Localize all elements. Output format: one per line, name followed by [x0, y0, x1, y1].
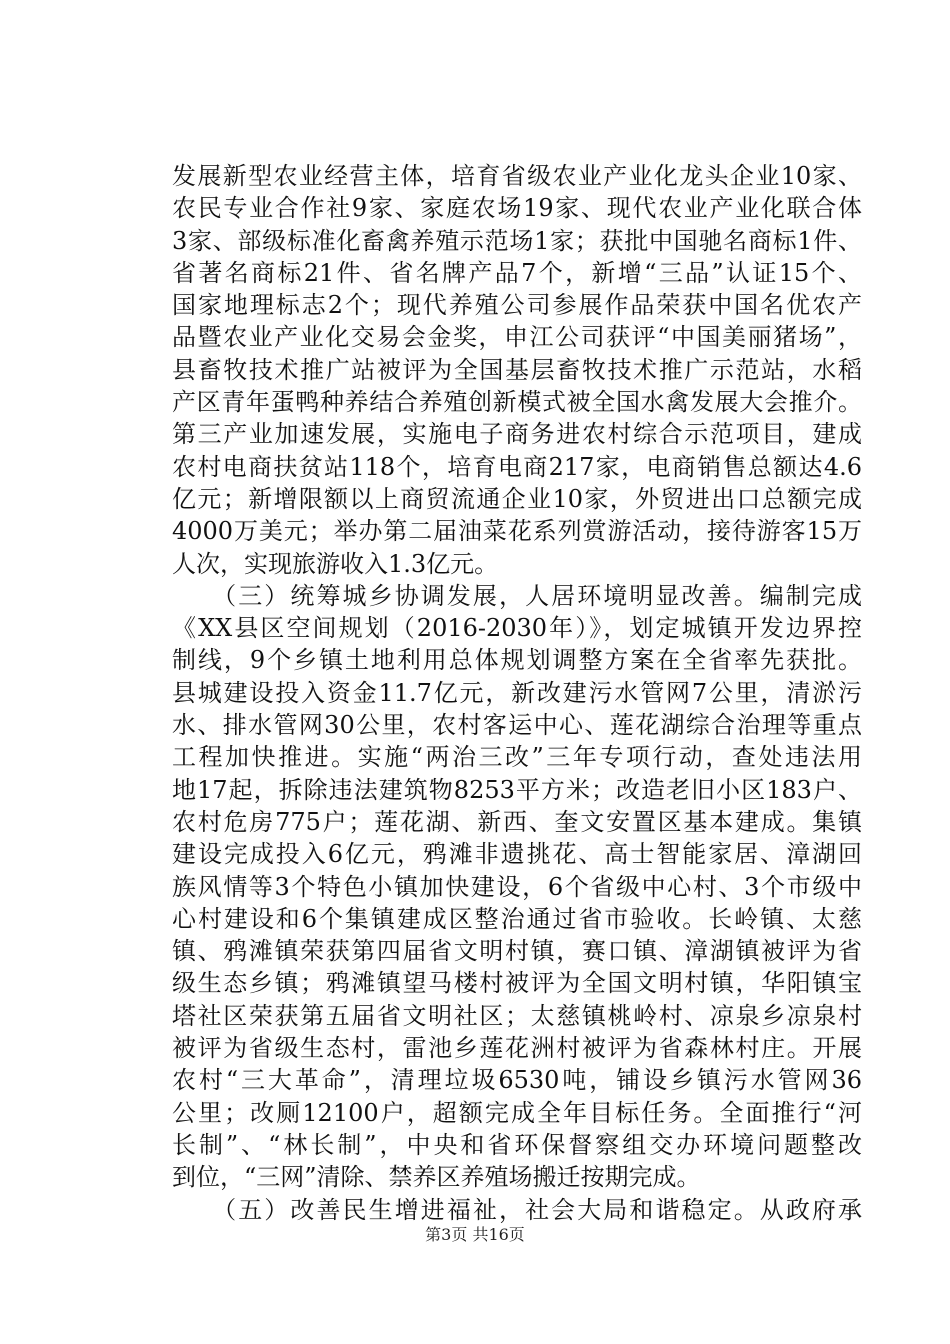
text-line: 农村电商扶贫站118个，培育电商217家，电商销售总额达4.6 — [172, 452, 862, 481]
text-line: 农民专业合作社9家、家庭农场19家、现代农业产业化联合体 — [172, 194, 862, 223]
text-line: 族风情等3个特色小镇加快建设，6个省级中心村、3个市级中 — [172, 872, 862, 901]
text-line: 3家、部级标准化畜禽养殖示范场1家；获批中国驰名商标1件、 — [172, 226, 862, 255]
text-line: 人次，实现旅游收入1.3亿元。 — [172, 549, 499, 578]
page-number-label: 第3页 共16页 — [425, 1225, 525, 1244]
text-line: 制线，9个乡镇土地利用总体规划调整方案在全省率先获批。 — [172, 646, 862, 675]
text-line: 省著名商标21件、省名牌产品7个，新增“三品”认证15个、 — [172, 258, 862, 287]
text-line: 亿元；新增限额以上商贸流通企业10家，外贸进出口总额完成 — [172, 484, 862, 513]
text-line: 塔社区荣获第五届省文明社区；太慈镇桃岭村、凉泉乡凉泉村 — [172, 1001, 862, 1030]
text-line: 长制”、“林长制”，中央和省环保督察组交办环境问题整改 — [172, 1130, 862, 1159]
text-line: 地17起，拆除违法建筑物8253平方米；改造老旧小区183户、 — [172, 775, 862, 804]
text-line: 第三产业加速发展，实施电子商务进农村综合示范项目，建成 — [172, 420, 862, 449]
text-line: 发展新型农业经营主体，培育省级农业产业化龙头企业10家、 — [172, 162, 862, 190]
text-line: 《XX县区空间规划（2016-2030年）》，划定城镇开发边界控 — [172, 614, 862, 643]
text-line: 县城建设投入资金11.7亿元，新改建污水管网7公里，清淤污 — [172, 678, 862, 707]
text-line: 级生态乡镇；鸦滩镇望马楼村被评为全国文明村镇，华阳镇宝 — [172, 969, 862, 998]
text-line: 建设完成投入6亿元，鸦滩非遗挑花、高士智能家居、漳湖回 — [172, 840, 862, 869]
page-footer — [0, 1222, 950, 1245]
text-line: 品暨农业产业化交易会金奖，申江公司获评“中国美丽猪场”， — [172, 323, 862, 352]
text-line: （三）统筹城乡协调发展，人居环境明显改善。编制完成 — [172, 581, 862, 610]
text-line: 水、排水管网30公里，农村客运中心、莲花湖综合治理等重点 — [172, 711, 862, 740]
text-line: （五）改善民生增进福祉，社会大局和谐稳定。从政府承 — [172, 1195, 862, 1224]
document-body — [172, 160, 862, 1226]
text-line: 国家地理标志2个；现代养殖公司参展作品荣获中国名优农产 — [172, 291, 862, 320]
text-line: 4000万美元；举办第二届油菜花系列赏游活动，接待游客15万 — [172, 517, 862, 546]
text-line: 到位，“三网”清除、禁养区养殖场搬迁按期完成。 — [172, 1163, 701, 1192]
text-line: 农村危房775户；莲花湖、新西、奎文安置区基本建成。集镇 — [172, 807, 862, 836]
text-line: 县畜牧技术推广站被评为全国基层畜牧技术推广示范站，水稻 — [172, 355, 862, 384]
text-line: 心村建设和6个集镇建成区整治通过省市验收。长岭镇、太慈 — [172, 904, 862, 933]
text-line: 被评为省级生态村，雷池乡莲花洲村被评为省森林村庄。开展 — [172, 1034, 862, 1063]
text-line: 工程加快推进。实施“两治三改”三年专项行动，查处违法用 — [172, 743, 862, 772]
text-line: 农村“三大革命”，清理垃圾6530吨，铺设乡镇污水管网36 — [172, 1066, 862, 1095]
text-line: 镇、鸦滩镇荣获第四届省文明村镇，赛口镇、漳湖镇被评为省 — [172, 937, 862, 966]
text-line: 产区青年蛋鸭种养结合养殖创新模式被全国水禽发展大会推介。 — [172, 388, 862, 417]
text-line: 公里；改厕12100户，超额完成全年目标任务。全面推行“河 — [172, 1098, 862, 1127]
